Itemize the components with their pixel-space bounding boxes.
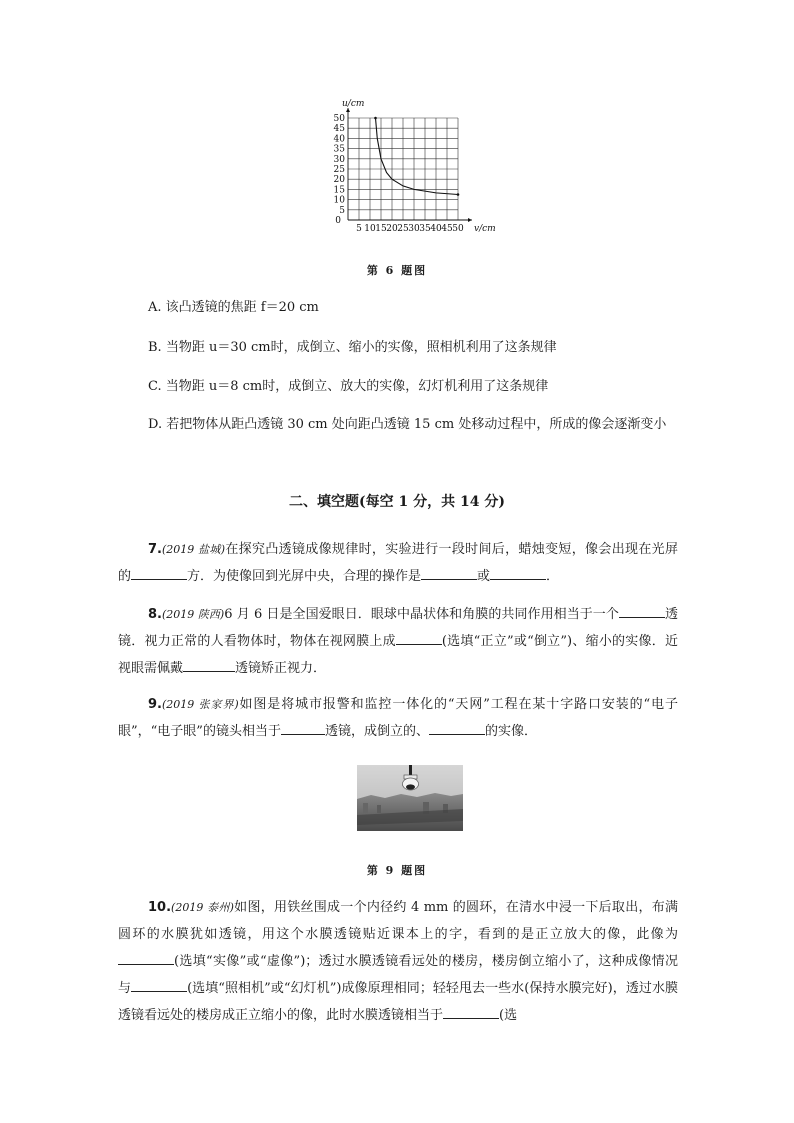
security-camera-photo — [357, 765, 463, 831]
y-tick-label: 15 — [333, 185, 345, 196]
y-tick-label: 35 — [333, 144, 345, 155]
answer-blank[interactable] — [118, 950, 174, 965]
question-text: (选填“实像”或“虚像”)；透过水膜透镜看远处的楼房，楼房倒立缩小了，这种成像情况与 — [118, 954, 678, 996]
option-a: A. 该凸透镜的焦距 f＝20 cm — [148, 300, 319, 315]
x-tick-label: 20 — [386, 224, 398, 234]
question-source: (2019 陕西) — [161, 608, 225, 621]
question-text: (选填“照相机”或“幻灯机”)成像原理相同；轻轻甩去一些水(保持水膜完好)，透过水膜透镜看远处的楼房成正立缩小的像，此时水膜透镜相当于 — [118, 981, 678, 1023]
y-tick-label: 25 — [333, 165, 345, 175]
question-text: 6 月 6 日是全国爱眼日．眼球中晶状体和角膜的共同作用相当于一个 — [224, 607, 619, 622]
y-tick-label: 10 — [333, 195, 345, 206]
answer-blank[interactable] — [131, 565, 187, 580]
x-axis-label: v/cm — [474, 224, 496, 234]
y-axis-label: u/cm — [342, 99, 365, 109]
data-curve — [376, 118, 459, 195]
x-tick-label: 15 — [375, 224, 387, 234]
y-tick-label: 5 — [339, 205, 345, 216]
question-text: 如图是将城市报警和监控一体化的“天网”工程在某十字路口安装的“电子眼”，“电子眼”的镜头相当于 — [118, 697, 678, 739]
answer-blank[interactable] — [281, 720, 325, 735]
question-source: (2019 张家界) — [161, 698, 239, 711]
x-axis-arrow — [468, 218, 472, 222]
question-9 — [118, 691, 678, 745]
question-number: 9. — [148, 697, 162, 712]
x-tick-label: 35 — [419, 224, 431, 234]
origin-label: 0 — [335, 216, 341, 226]
question-text: 透镜矫正视力． — [235, 661, 327, 676]
question-text: 透镜．视力正常的人看物体时，物体在视网膜上成 — [118, 607, 678, 649]
y-tick-label: 45 — [333, 124, 345, 135]
option-b: B. 当物距 u＝30 cm时，成倒立、缩小的实像，照相机利用了这条规律 — [148, 340, 557, 355]
question-text: (选 — [499, 1008, 518, 1023]
answer-blank[interactable] — [421, 565, 477, 580]
question-number: 10. — [148, 900, 172, 915]
option-c: C. 当物距 u＝8 cm时，成倒立、放大的实像，幻灯机利用了这条规律 — [148, 379, 549, 394]
answer-blank[interactable] — [131, 977, 187, 992]
y-tick-label: 40 — [333, 134, 345, 145]
data-point — [457, 193, 460, 196]
option-d: D. 若把物体从距凸透镜 30 cm 处向距凸透镜 15 cm 处移动过程中，所成的像会逐渐变小 — [148, 417, 667, 432]
question-text: 在探究凸透镜成像规律时，实验进行一段时间后，蜡烛变短，像会出现在光屏的 — [118, 542, 678, 584]
x-tick-label: 50 — [452, 224, 464, 234]
x-tick-label: 5 — [356, 224, 362, 234]
question-source: (2019 盐城) — [161, 543, 226, 556]
question-number: 8. — [148, 607, 162, 622]
answer-blank[interactable] — [619, 603, 665, 618]
question-text: 方．为使像回到光屏中央，合理的操作是 — [187, 569, 422, 584]
u-v-graph — [320, 98, 496, 246]
answer-blank[interactable] — [429, 720, 485, 735]
answer-blank[interactable] — [443, 1004, 499, 1019]
y-tick-label: 20 — [333, 175, 345, 186]
question-text: ． — [546, 569, 560, 584]
question-text: 透镜，成倒立的、 — [324, 724, 429, 739]
figure-9-caption: 第 9 题图 — [366, 864, 428, 877]
question-number: 7. — [148, 542, 162, 557]
answer-blank[interactable] — [183, 657, 235, 672]
answer-blank[interactable] — [396, 630, 442, 645]
question-text: 或 — [477, 569, 491, 584]
question-text: 的实像． — [484, 724, 537, 739]
y-tick-label: 50 — [333, 114, 345, 124]
y-tick-label: 30 — [333, 154, 345, 165]
x-tick-label: 45 — [441, 224, 453, 234]
x-tick-label: 10 — [364, 224, 376, 234]
x-tick-label: 25 — [397, 224, 409, 234]
answer-blank[interactable] — [490, 565, 546, 580]
section-title: 二、填空题(每空 1 分，共 14 分) — [289, 494, 505, 510]
question-source: (2019 泰州) — [171, 901, 234, 914]
data-point — [374, 117, 377, 120]
x-tick-label: 30 — [408, 224, 420, 234]
question-7 — [118, 536, 678, 590]
question-8 — [118, 601, 678, 682]
question-text: 如图，用铁丝围成一个内径约 4 mm 的圆环，在清水中浸一下后取出，布满圆环的水膜犹如透镜，用这个水膜透镜贴近课本上的字，看到的是正立放大的像，此像为 — [118, 900, 678, 942]
question-text: (选填“正立”或“倒立”)、缩小的实像．近视眼需佩戴 — [118, 634, 678, 676]
x-tick-label: 40 — [430, 224, 442, 234]
figure-6-caption: 第 6 题图 — [366, 264, 428, 277]
question-10 — [118, 894, 678, 1029]
